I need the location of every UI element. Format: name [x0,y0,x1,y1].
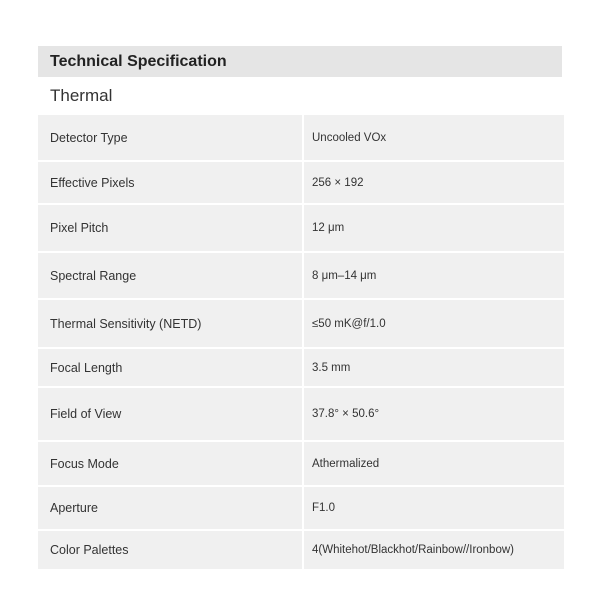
spec-label-spectral-range: Spectral Range [38,253,302,298]
spec-label-focus-mode: Focus Mode [38,442,302,485]
spec-value-effective-pixels: 256 × 192 [304,162,564,203]
spec-label-field-of-view: Field of View [38,388,302,440]
spec-value-focus-mode: Athermalized [304,442,564,485]
spec-label-aperture: Aperture [38,487,302,529]
spec-rows [38,115,562,569]
spec-table [38,46,562,569]
spec-label-color-palettes: Color Palettes [38,531,302,569]
spec-value-aperture: F1.0 [304,487,564,529]
spec-label-pixel-pitch: Pixel Pitch [38,205,302,251]
spec-label-focal-length: Focal Length [38,349,302,386]
spec-label-thermal-sensitivity: Thermal Sensitivity (NETD) [38,300,302,347]
spec-value-color-palettes: 4(Whitehot/Blackhot/Rainbow//Ironbow) [304,531,564,569]
spec-value-focal-length: 3.5 mm [304,349,564,386]
spec-value-thermal-sensitivity: ≤50 mK@f/1.0 [304,300,564,347]
spec-value-pixel-pitch: 12 μm [304,205,564,251]
spec-value-spectral-range: 8 μm–14 μm [304,253,564,298]
spec-label-effective-pixels: Effective Pixels [38,162,302,203]
spec-header: Technical Specification [38,46,562,77]
spec-label-detector-type: Detector Type [38,115,302,160]
spec-value-field-of-view: 37.8° × 50.6° [304,388,564,440]
spec-value-detector-type: Uncooled VOx [304,115,564,160]
section-title: Thermal [50,86,113,105]
